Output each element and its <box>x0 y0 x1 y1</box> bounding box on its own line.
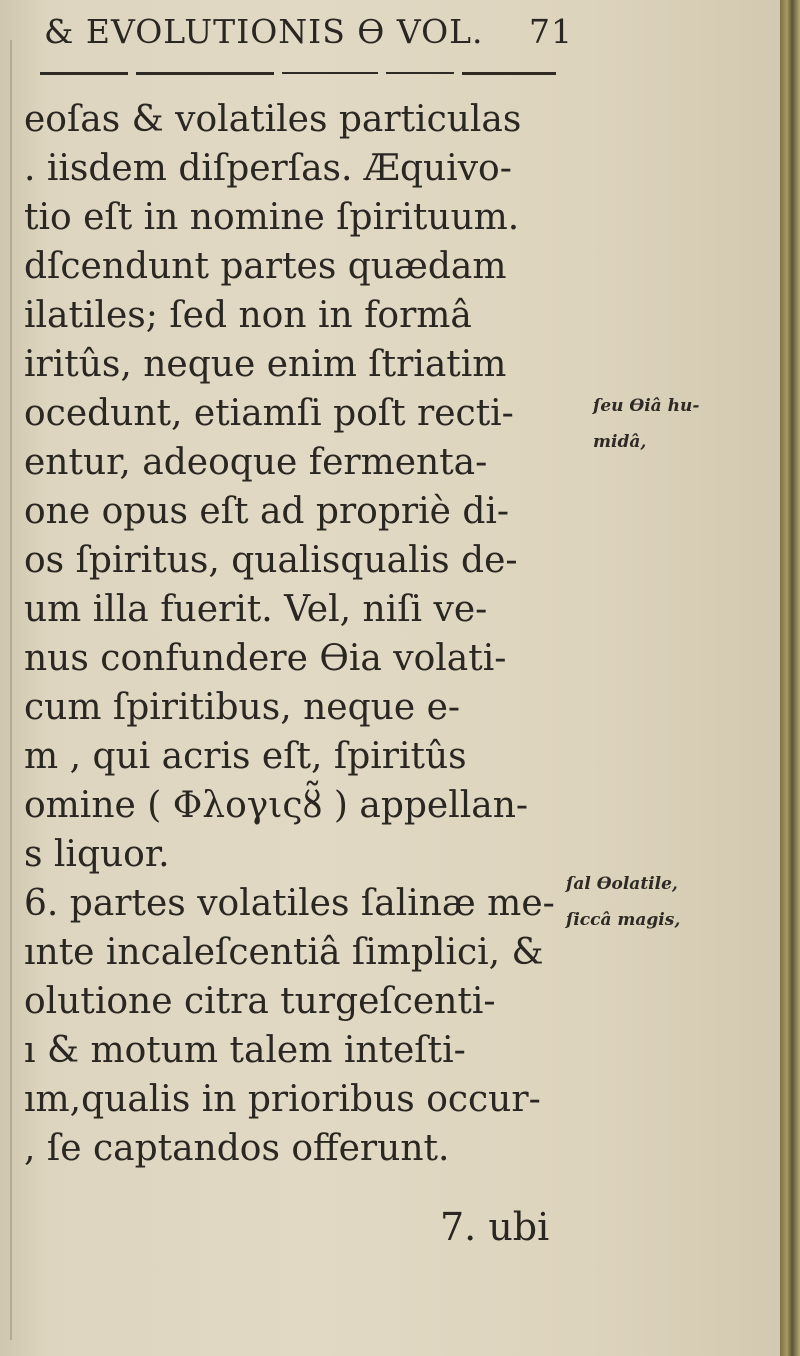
catchword: 7. ubi <box>440 1205 550 1249</box>
marginal-note: ſiccâ magis, <box>566 910 681 930</box>
text-line: eoſas & volatiles particulas <box>24 99 522 140</box>
text-line: 6. partes volatiles ſalinæ me- <box>24 883 555 924</box>
header-rule-2 <box>136 72 274 75</box>
book-edge <box>780 0 800 1356</box>
header-rule-3 <box>282 72 378 74</box>
text-line: ı & motum talem inteſti- <box>24 1030 466 1071</box>
gutter-shadow <box>10 40 12 1340</box>
text-line: um illa fuerit. Vel, niſi ve- <box>24 589 488 630</box>
page-number: 71 <box>529 12 573 51</box>
text-line: ım,qualis in prioribus occur- <box>24 1079 541 1120</box>
running-header <box>44 12 584 62</box>
text-line: . iisdem diſperſas. Æquivo- <box>24 148 512 189</box>
text-line: cum ſpiritibus, neque e- <box>24 687 461 728</box>
text-line: s liquor. <box>24 834 170 875</box>
marginal-note: ſal ϴolatile, <box>566 874 678 894</box>
text-line: omine ( Φλογιςȣ̃ ) appellan- <box>24 785 529 826</box>
text-line: entur, adeoque fermenta- <box>24 442 488 483</box>
text-line: tio eſt in nomine ſpirituum. <box>24 197 520 238</box>
marginal-note: midâ, <box>593 432 647 452</box>
text-line: os ſpiritus, qualisqualis de- <box>24 540 518 581</box>
text-line: m , qui acris eſt, ſpiritûs <box>24 736 467 777</box>
text-line: nus confundere ϴia volati- <box>24 638 507 679</box>
running-title: & EVOLUTIONIS ϴ VOL. <box>44 12 484 51</box>
header-rule-1 <box>40 72 128 75</box>
marginal-note: ſeu ϴiâ hu- <box>593 396 700 416</box>
text-line: iritûs, neque enim ſtriatim <box>24 344 507 385</box>
text-line: , ſe captandos offerunt. <box>24 1128 450 1169</box>
text-line: ınte incaleſcentiâ ſimplici, & <box>24 932 544 973</box>
text-line: ocedunt, etiamſi poſt recti- <box>24 393 514 434</box>
header-rule-4 <box>386 72 454 74</box>
text-line: olutione citra turgeſcenti- <box>24 981 496 1022</box>
text-line: dſcendunt partes quædam <box>24 246 507 287</box>
header-rule-5 <box>462 72 556 75</box>
text-line: ilatiles; ſed non in formâ <box>24 295 472 336</box>
text-line: one opus eſt ad propriè di- <box>24 491 510 532</box>
